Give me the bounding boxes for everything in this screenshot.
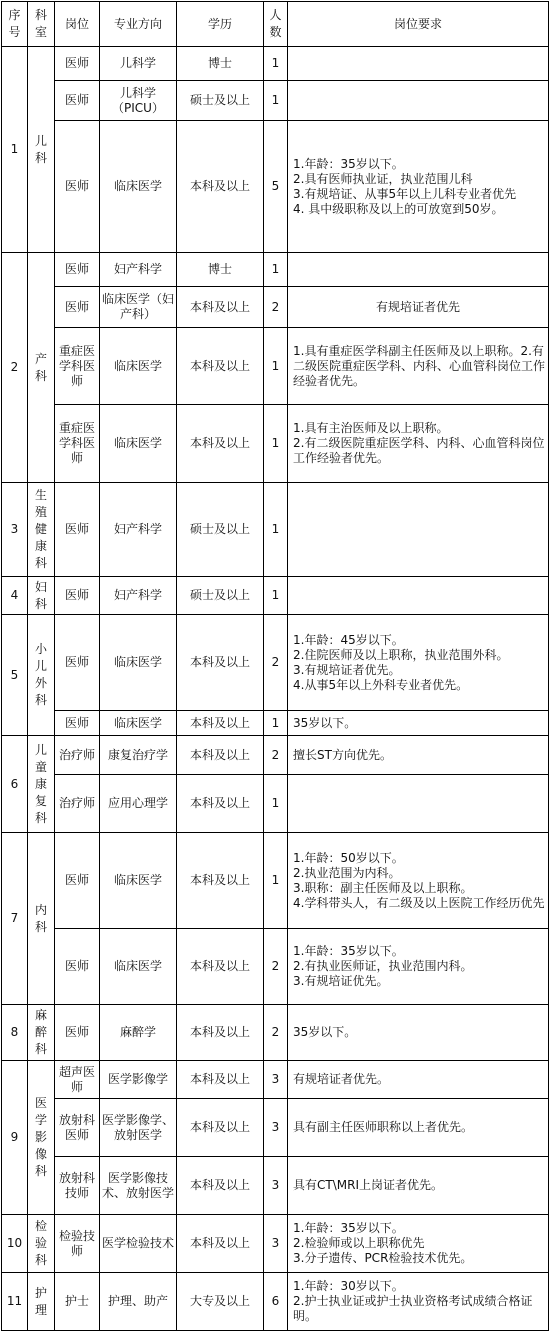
table-row	[2, 328, 549, 405]
table-row	[2, 577, 549, 615]
edu-cell: 本科及以上	[177, 1099, 264, 1157]
post-cell: 重症医学科医师	[55, 328, 100, 405]
req-cell	[288, 1215, 549, 1273]
edu-cell: 本科及以上	[177, 736, 264, 775]
major-cell: 麻醉学	[100, 1005, 177, 1061]
post-cell: 超声医师	[55, 1061, 100, 1099]
table-row	[2, 47, 549, 81]
req-cell	[288, 121, 549, 253]
major-cell: 康复治疗学	[100, 736, 177, 775]
dept-cell: 儿童康复科	[28, 736, 55, 833]
table-row	[2, 929, 549, 1005]
edu-cell: 本科及以上	[177, 1215, 264, 1273]
edu-cell: 本科及以上	[177, 121, 264, 253]
seq-cell: 3	[2, 483, 28, 577]
recruitment-table	[1, 1, 549, 1331]
seq-cell: 5	[2, 615, 28, 736]
req-line: 1.年龄：30岁以下。	[293, 1279, 404, 1293]
major-cell: 医学影像学、放射医学	[100, 1099, 177, 1157]
num-cell: 3	[264, 1215, 288, 1273]
header-post: 岗位	[55, 2, 100, 47]
req-cell	[288, 287, 549, 328]
table-row	[2, 405, 549, 483]
edu-cell: 本科及以上	[177, 287, 264, 328]
num-cell: 5	[264, 121, 288, 253]
req-line: 2.护士执业证或护士执业资格考试成绩合格证明。	[293, 1294, 533, 1323]
edu-cell: 本科及以上	[177, 1061, 264, 1099]
num-cell: 2	[264, 736, 288, 775]
header-num: 人数	[264, 2, 288, 47]
req-line: 擅长ST方向优先。	[293, 747, 392, 762]
req-line: 3.分子遗传、PCR检验技术优先。	[293, 1251, 473, 1265]
edu-cell: 本科及以上	[177, 328, 264, 405]
num-cell: 1	[264, 253, 288, 287]
table-row	[2, 736, 549, 775]
req-cell	[288, 81, 549, 121]
table-row	[2, 1061, 549, 1099]
dept-cell: 内科	[28, 833, 55, 1005]
post-cell: 医师	[55, 1005, 100, 1061]
major-cell: 医学检验技术	[100, 1215, 177, 1273]
req-cell	[288, 1005, 549, 1061]
req-line: 3.有规培证者优先。	[293, 662, 401, 677]
req-line: 有规培证者优先。	[293, 1072, 390, 1086]
seq-cell: 2	[2, 253, 28, 483]
major-cell: 妇产科学	[100, 483, 177, 577]
post-cell: 检验技师	[55, 1215, 100, 1273]
post-cell: 医师	[55, 929, 100, 1005]
req-line: 2.具有医师执业证，执业范围儿科	[293, 171, 473, 186]
major-cell: 临床医学	[100, 121, 177, 253]
num-cell: 3	[264, 1157, 288, 1215]
table-row	[2, 833, 549, 929]
num-cell: 1	[264, 577, 288, 615]
num-cell: 1	[264, 81, 288, 121]
edu-cell: 本科及以上	[177, 615, 264, 711]
num-cell: 1	[264, 711, 288, 736]
req-cell	[288, 483, 549, 577]
table-row	[2, 1157, 549, 1215]
major-cell: 应用心理学	[100, 775, 177, 833]
req-line: 2.有二级医院重症医学科、内科、心血管科岗位工作经验者优先。	[293, 436, 545, 465]
req-cell	[288, 711, 549, 736]
major-cell: 临床医学（妇产科）	[100, 287, 177, 328]
post-cell: 医师	[55, 577, 100, 615]
num-cell: 1	[264, 47, 288, 81]
req-line: 4. 具中级职称及以上的可放宽到50岁。	[293, 201, 504, 216]
major-cell: 护理、助产	[100, 1273, 177, 1331]
seq-cell: 1	[2, 47, 28, 253]
table-row	[2, 615, 549, 711]
req-line: 4.学科带头人，有二级及以上医院工作经历优先	[293, 895, 545, 910]
edu-cell: 本科及以上	[177, 929, 264, 1005]
post-cell: 医师	[55, 711, 100, 736]
seq-cell: 9	[2, 1061, 28, 1215]
major-cell: 临床医学	[100, 328, 177, 405]
post-cell: 医师	[55, 81, 100, 121]
post-cell: 医师	[55, 253, 100, 287]
major-cell: 妇产科学	[100, 253, 177, 287]
req-line: 具有副主任医师职称以上者优先。	[293, 1120, 474, 1134]
req-cell	[288, 405, 549, 483]
edu-cell: 博士	[177, 47, 264, 81]
num-cell: 2	[264, 929, 288, 1005]
header-edu: 学历	[177, 2, 264, 47]
major-cell: 医学影像技术、放射医学	[100, 1157, 177, 1215]
header-dept: 科室	[28, 2, 55, 47]
major-cell: 临床医学	[100, 615, 177, 711]
table-row	[2, 483, 549, 577]
edu-cell: 硕士及以上	[177, 81, 264, 121]
dept-cell: 医学影像科	[28, 1061, 55, 1215]
seq-cell: 4	[2, 577, 28, 615]
post-cell: 治疗师	[55, 736, 100, 775]
req-cell	[288, 577, 549, 615]
edu-cell: 大专及以上	[177, 1273, 264, 1331]
major-cell: 医学影像学	[100, 1061, 177, 1099]
dept-cell: 产科	[28, 253, 55, 483]
post-cell: 放射科医师	[55, 1099, 100, 1157]
table-row	[2, 711, 549, 736]
seq-cell: 10	[2, 1215, 28, 1273]
req-cell	[288, 615, 549, 711]
edu-cell: 本科及以上	[177, 711, 264, 736]
table-row	[2, 287, 549, 328]
header-major: 专业方向	[100, 2, 177, 47]
req-line: 2.有执业医师证，执业范围内科。	[293, 959, 473, 973]
req-line: 3.职称：副主任医师及以上职称。	[293, 880, 473, 895]
seq-cell: 7	[2, 833, 28, 1005]
req-cell	[288, 736, 549, 775]
header-req: 岗位要求	[288, 2, 549, 47]
num-cell: 1	[264, 483, 288, 577]
edu-cell: 本科及以上	[177, 1157, 264, 1215]
req-cell	[288, 833, 549, 929]
major-cell: 儿科学（PICU）	[100, 81, 177, 121]
req-line: 具有CT\MRI上岗证者优先。	[293, 1178, 443, 1192]
dept-cell: 小儿外科	[28, 615, 55, 736]
req-cell	[288, 1061, 549, 1099]
post-cell: 医师	[55, 47, 100, 81]
num-cell: 3	[264, 1099, 288, 1157]
req-line: 有规培证者优先	[375, 299, 460, 314]
req-line: 2.住院医师及以上职称，执业范围外科。	[293, 647, 509, 662]
header-seq: 序号	[2, 2, 28, 47]
req-cell	[288, 775, 549, 833]
num-cell: 1	[264, 405, 288, 483]
dept-cell: 生殖健康科	[28, 483, 55, 577]
req-line: 1.具有主治医师及以上职称。	[293, 421, 449, 435]
req-line: 35岁以下。	[293, 1025, 357, 1039]
post-cell: 医师	[55, 287, 100, 328]
num-cell: 2	[264, 287, 288, 328]
post-cell: 治疗师	[55, 775, 100, 833]
req-cell	[288, 1099, 549, 1157]
table-row	[2, 253, 549, 287]
post-cell: 放射科技师	[55, 1157, 100, 1215]
req-line: 1.具有重症医学科副主任医师及以上职称。2.有二级医院重症医学科、内科、心血管科岗位工作经验者优先。	[293, 343, 546, 388]
table-row	[2, 1099, 549, 1157]
req-cell	[288, 47, 549, 81]
num-cell: 1	[264, 833, 288, 929]
dept-cell: 检验科	[28, 1215, 55, 1273]
major-cell: 临床医学	[100, 405, 177, 483]
major-cell: 临床医学	[100, 929, 177, 1005]
table-body	[2, 47, 549, 1331]
seq-cell: 11	[2, 1273, 28, 1331]
num-cell: 1	[264, 775, 288, 833]
req-cell	[288, 328, 549, 405]
req-line: 1.年龄：50岁以下。	[293, 850, 404, 865]
major-cell: 临床医学	[100, 711, 177, 736]
table-row	[2, 1215, 549, 1273]
num-cell: 2	[264, 1005, 288, 1061]
edu-cell: 本科及以上	[177, 405, 264, 483]
major-cell: 妇产科学	[100, 577, 177, 615]
dept-cell: 护理	[28, 1273, 55, 1331]
post-cell: 重症医学科医师	[55, 405, 100, 483]
table-row	[2, 121, 549, 253]
req-line: 3.有规培证优先。	[293, 974, 389, 988]
num-cell: 3	[264, 1061, 288, 1099]
req-line: 3.有规培证、从事5年以上儿科专业者优先	[293, 186, 517, 201]
seq-cell: 8	[2, 1005, 28, 1061]
dept-cell: 妇科	[28, 577, 55, 615]
edu-cell: 硕士及以上	[177, 577, 264, 615]
req-line: 35岁以下。	[293, 715, 357, 730]
post-cell: 医师	[55, 833, 100, 929]
edu-cell: 本科及以上	[177, 1005, 264, 1061]
req-line: 1.年龄：45岁以下。	[293, 632, 404, 647]
edu-cell: 硕士及以上	[177, 483, 264, 577]
req-cell	[288, 1157, 549, 1215]
req-line: 1.年龄：35岁以下。	[293, 1221, 404, 1235]
table-row	[2, 81, 549, 121]
table-row	[2, 1005, 549, 1061]
req-line: 2.检验师或以上职称优先	[293, 1236, 425, 1250]
dept-cell: 儿科	[28, 47, 55, 253]
req-line: 2.执业范围为内科。	[293, 865, 401, 880]
header-row	[2, 2, 549, 47]
post-cell: 医师	[55, 615, 100, 711]
edu-cell: 本科及以上	[177, 775, 264, 833]
dept-cell: 麻醉科	[28, 1005, 55, 1061]
req-line: 1.年龄：35岁以下。	[293, 944, 404, 958]
num-cell: 1	[264, 328, 288, 405]
num-cell: 2	[264, 615, 288, 711]
major-cell: 儿科学	[100, 47, 177, 81]
req-cell	[288, 929, 549, 1005]
major-cell: 临床医学	[100, 833, 177, 929]
post-cell: 医师	[55, 483, 100, 577]
seq-cell: 6	[2, 736, 28, 833]
post-cell: 护士	[55, 1273, 100, 1331]
edu-cell: 博士	[177, 253, 264, 287]
table-row	[2, 775, 549, 833]
num-cell: 6	[264, 1273, 288, 1331]
edu-cell: 本科及以上	[177, 833, 264, 929]
req-cell	[288, 253, 549, 287]
post-cell: 医师	[55, 121, 100, 253]
req-line: 1.年龄：35岁以下。	[293, 156, 404, 171]
req-line: 4.从事5年以上外科专业者优先。	[293, 677, 469, 692]
